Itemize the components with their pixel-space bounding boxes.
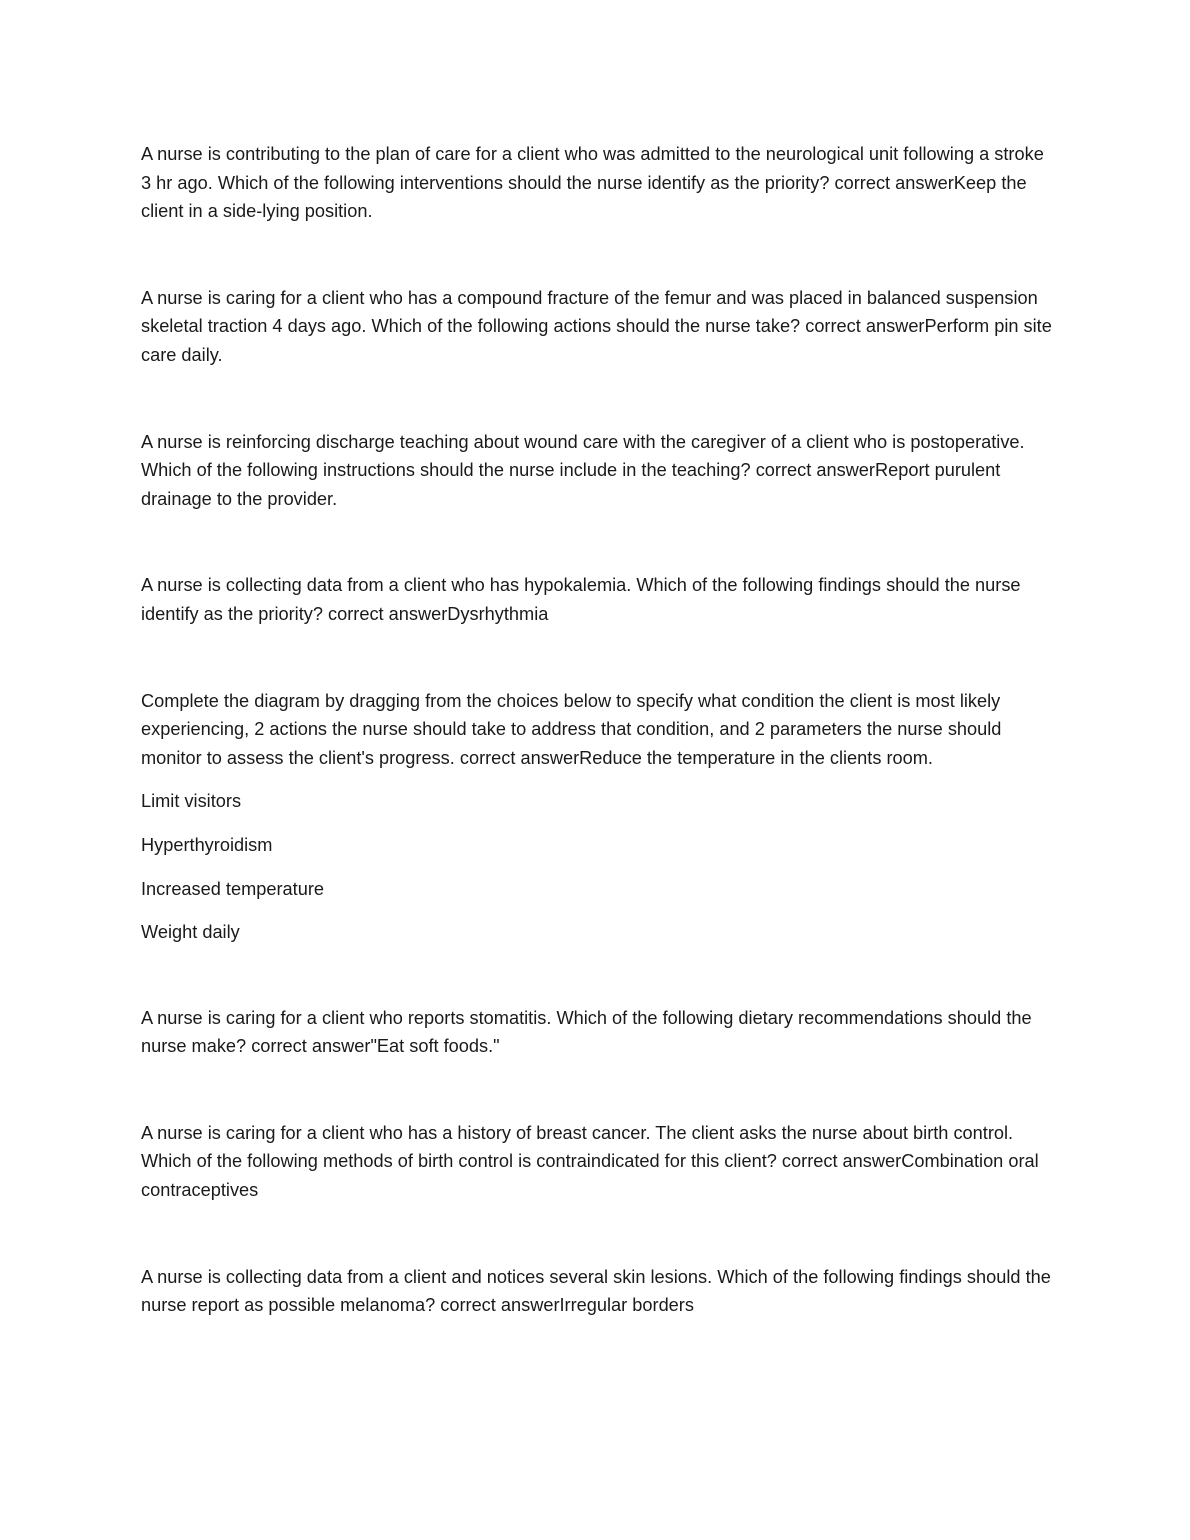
question-answer-2: A nurse is caring for a client who has a compound fracture of the femur and was placed in balanced suspension skeletal traction 4 days ago. Which of the following actions should the nurse take? correct answerPerform pin site care daily. — [141, 287, 1052, 365]
question-answer-3: A nurse is reinforcing discharge teaching about wound care with the caregiver of a client who is postoperative. Which of the following instructions should the nurse include in the teaching? correct answerReport purulent drainage to the provider. — [141, 431, 1025, 509]
question-answer-5: Complete the diagram by dragging from the choices below to specify what condition the client is most likely experiencing, 2 actions the nurse should take to address that condition, and 2 parameters the nurse should monitor to assess the client's progress. correct answerReduce the temperature in the clients room. — [141, 690, 1002, 768]
answer-choice-weight-daily: Weight daily — [141, 922, 240, 943]
question-answer-1: A nurse is contributing to the plan of care for a client who was admitted to the neurological unit following a stroke 3 hr ago. Which of the following interventions should the nurse identify as the priority? correct answerKeep the client in a side-lying position. — [141, 144, 1044, 222]
question-answer-8: A nurse is collecting data from a client and notices several skin lesions. Which of the following findings should the nurse report as possible melanoma? correct answerIrregular borders — [141, 1266, 1051, 1316]
answer-choice-limit-visitors: Limit visitors — [141, 791, 242, 812]
question-answer-4: A nurse is collecting data from a client who has hypokalemia. Which of the following findings should the nurse identify as the priority? correct answerDysrhythmia — [141, 575, 1021, 624]
answer-choice-increased-temperature: Increased temperature — [141, 878, 324, 899]
document-body — [141, 140, 1053, 1320]
question-answer-6: A nurse is caring for a client who reports stomatitis. Which of the following dietary recommendations should the nurse make? correct answer"Eat soft foods." — [141, 1007, 1032, 1057]
question-answer-7: A nurse is caring for a client who has a history of breast cancer. The client asks the nurse about birth control. Which of the following methods of birth control is contraindicated for this client? correct answerCombination oral contraceptives — [141, 1122, 1039, 1201]
answer-choice-hyperthyroidism: Hyperthyroidism — [141, 834, 273, 855]
